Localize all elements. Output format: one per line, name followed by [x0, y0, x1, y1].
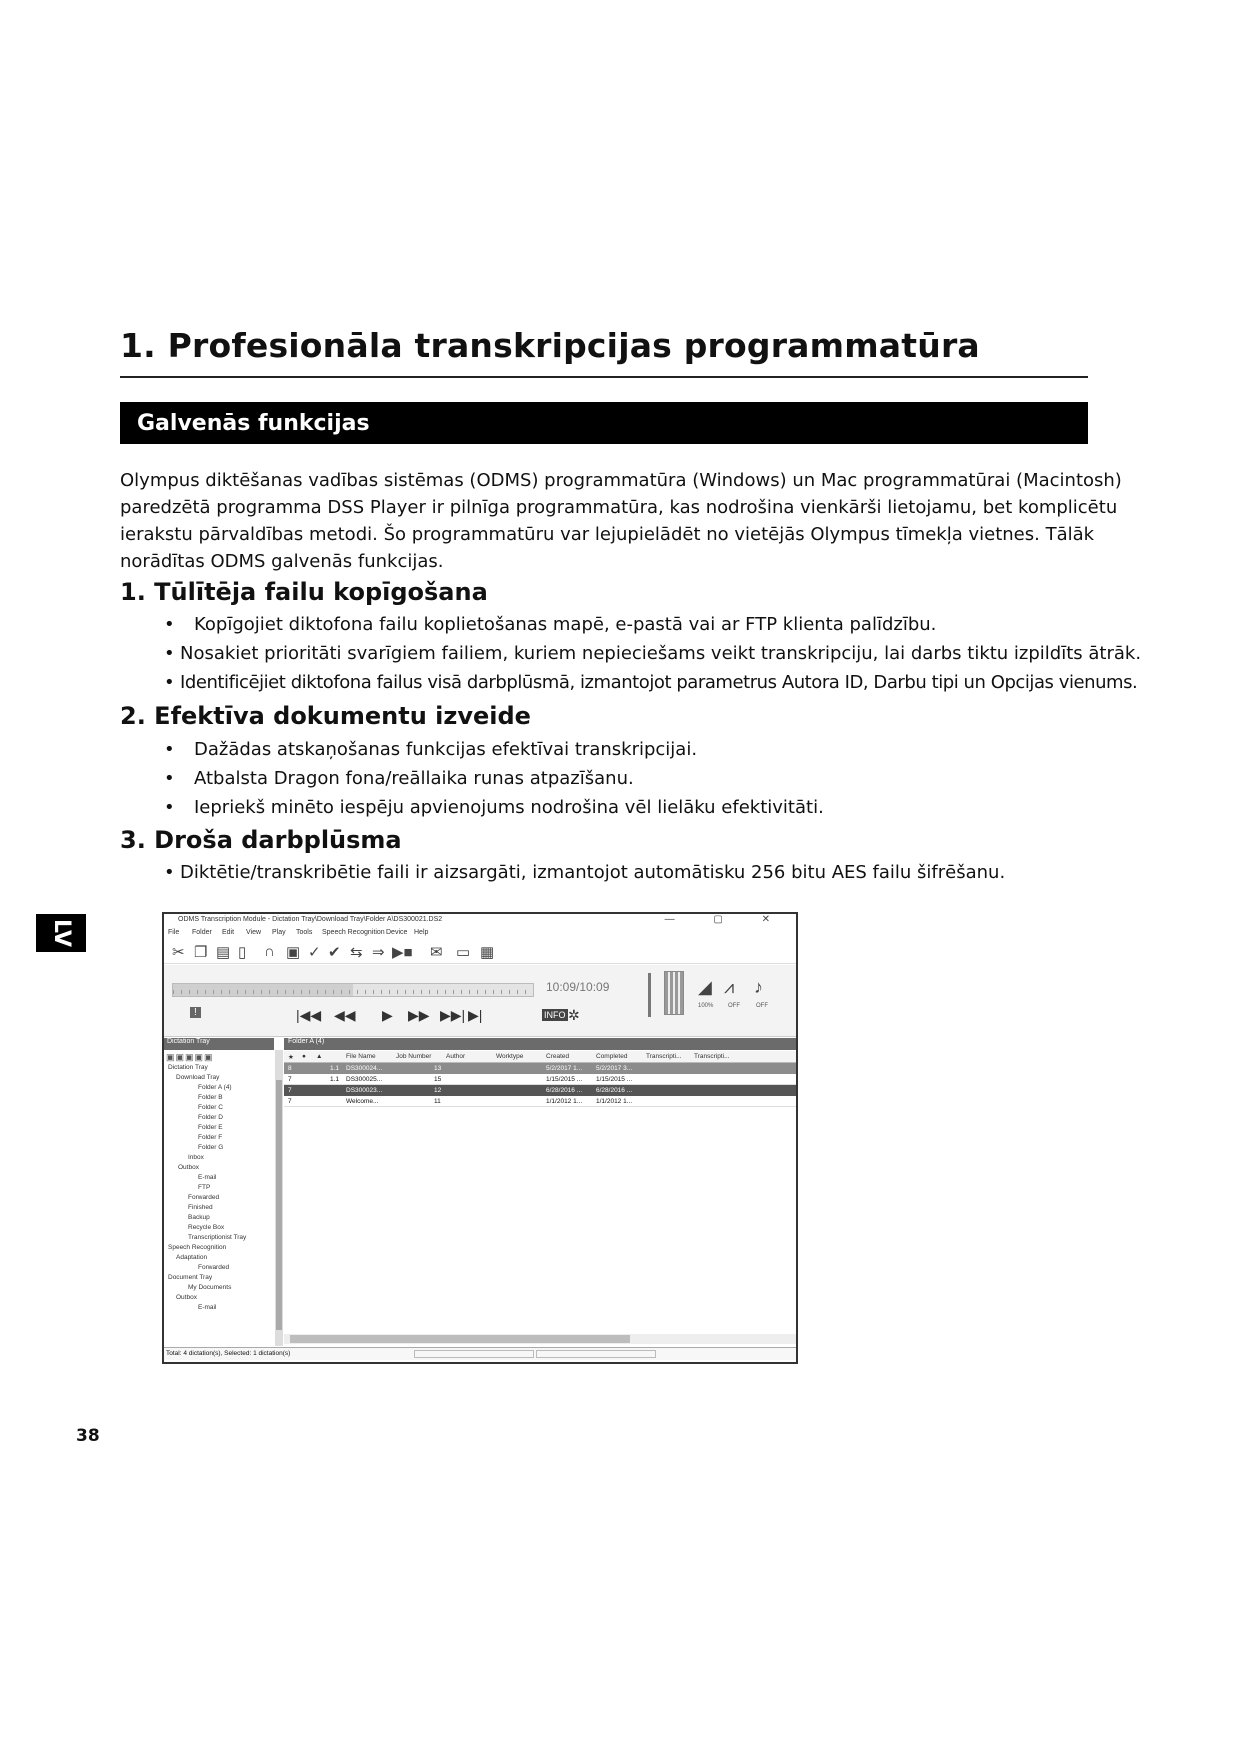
menu-view[interactable]: View [246, 929, 262, 936]
tree-item[interactable]: E-mail [198, 1304, 217, 1311]
tree-item[interactable]: Folder F [198, 1134, 223, 1141]
page-title: 1. Profesionāla transkripcijas programmatūra [120, 326, 980, 365]
bullet-icon: • [164, 862, 175, 883]
scroll-thumb[interactable] [276, 1080, 282, 1330]
paste-icon[interactable]: ▤ [216, 944, 231, 961]
status-text: Total: 4 dictation(s), Selected: 1 dictation(s) [166, 1350, 291, 1357]
list-item-text: Nosakiet prioritāti svarīgiem failiem, kuriem nepieciešams veikt transkripciju, lai darbs tiktu izpildīts ātrāk. [180, 643, 1142, 664]
file-icon[interactable]: ▯ [238, 944, 247, 961]
intro-line: norādītas ODMS galvenās funkcijas. [120, 551, 444, 572]
list-item-text: Diktētie/transkribētie faili ir aizsargāti, izmantojot automātisku 256 bitu AES failu šifrēšanu. [180, 862, 1006, 883]
tone-icon[interactable]: ♪ [754, 977, 763, 997]
tree-item[interactable]: Adaptation [176, 1254, 208, 1261]
row-cell: 1.1 [330, 1076, 340, 1083]
window-titlebar [164, 914, 796, 927]
tree-item[interactable]: Outbox [178, 1164, 199, 1171]
row-cell: 1/15/2015 ... [596, 1076, 633, 1083]
folder-tree [164, 1064, 274, 1344]
level-meter [664, 971, 684, 1015]
section-heading: 1. Tūlītēja failu kopīgošana [120, 578, 488, 606]
column-header[interactable]: Worktype [496, 1053, 524, 1060]
priority-col-icon[interactable]: ● [302, 1053, 306, 1060]
noise-cancel-icon[interactable]: ⩘ [724, 977, 735, 997]
menu-device[interactable]: Device [386, 929, 408, 936]
scroll-thumb[interactable] [290, 1335, 630, 1343]
bullet-icon: • [164, 797, 175, 818]
table-row[interactable] [284, 1063, 798, 1074]
tree-item[interactable]: FTP [198, 1184, 211, 1191]
time-display: 10:09/10:09 [546, 980, 610, 994]
bullet-icon: • [164, 614, 175, 635]
row-cell: 15 [434, 1076, 442, 1083]
section-heading: 2. Efektīva dokumentu izveide [120, 702, 531, 730]
volume-slider[interactable] [648, 973, 651, 1017]
row-cell: 5/2/2017 3... [596, 1065, 633, 1072]
tree-item[interactable]: Recycle Box [188, 1224, 225, 1231]
row-cell: Welcome... [346, 1098, 379, 1105]
tree-item[interactable]: Folder G [198, 1144, 224, 1151]
skip-end-icon[interactable]: ▶▶| [440, 1007, 466, 1023]
table-row[interactable] [284, 1085, 798, 1096]
column-header[interactable]: Transcripti... [646, 1053, 682, 1060]
status-box [536, 1350, 656, 1358]
tree-item[interactable]: Folder A (4) [198, 1084, 232, 1091]
ftp-icon[interactable]: ▭ [456, 944, 471, 961]
transport-panel [164, 965, 798, 1037]
row-cell: 13 [434, 1065, 442, 1072]
play-icon[interactable]: ▶ [382, 1007, 393, 1023]
intro-line: paredzētā programma DSS Player ir pilnīga programmatūra, kas nodrošina vienkārši lietojamu, bet komplicētu [120, 497, 1118, 518]
bullet-icon: • [164, 739, 175, 760]
status-bar [164, 1347, 796, 1360]
document-icon[interactable]: ▣ [286, 944, 301, 961]
window-controls[interactable]: — ▢ ✕ [664, 914, 788, 925]
mail-icon[interactable]: ✉ [430, 944, 443, 961]
odms-screenshot [162, 912, 798, 1364]
page-number: 38 [76, 1426, 100, 1446]
tree-item[interactable]: Inbox [188, 1154, 204, 1161]
tree-item[interactable]: Transcriptionist Tray [188, 1234, 247, 1241]
column-header[interactable]: Created [546, 1053, 570, 1060]
speed-label: 100% [698, 1003, 714, 1009]
title-rule [120, 376, 1088, 378]
row-cell: DS300023... [346, 1087, 383, 1094]
column-header[interactable]: File Name [346, 1053, 376, 1060]
skip-start-icon[interactable]: |◀◀ [296, 1007, 322, 1023]
bullet-icon: • [164, 672, 175, 693]
tree-item[interactable]: Folder B [198, 1094, 223, 1101]
list-item-text: Atbalsta Dragon fona/reāllaika runas atpazīšanu. [194, 768, 634, 789]
list-item-text: Kopīgojiet diktofona failu koplietošanas mapē, e-pastā vai ar FTP klienta palīdzību. [194, 614, 937, 635]
speed-knob-icon[interactable]: ◢ [698, 977, 712, 997]
tree-item[interactable]: My Documents [188, 1284, 232, 1291]
list-item-text: Iepriekš minēto iespēju apvienojums nodrošina vēl lielāku efektivitāti. [194, 797, 824, 818]
tone-label: OFF [756, 1003, 768, 1009]
menu-speech-recognition[interactable]: Speech Recognition [322, 929, 385, 936]
column-header[interactable]: Completed [596, 1053, 628, 1060]
section-bar [120, 402, 1088, 444]
bullet-icon: • [164, 768, 175, 789]
send-icon[interactable]: ⇆ [350, 944, 363, 961]
tree-item[interactable]: Backup [188, 1214, 210, 1221]
tree-item[interactable]: Outbox [176, 1294, 197, 1301]
cut-icon[interactable]: ✂ [172, 944, 185, 961]
tree-item[interactable]: Dictation Tray [168, 1064, 208, 1071]
menu-folder[interactable]: Folder [192, 929, 212, 936]
tree-item[interactable]: Folder C [198, 1104, 223, 1111]
tree-item[interactable]: Folder D [198, 1114, 223, 1121]
priority-icon[interactable]: ! [190, 1007, 201, 1018]
record-icon[interactable]: ▶■ [392, 944, 413, 961]
list-item-text: Identificējiet diktofona failus visā darbplūsmā, izmantojot parametrus Autora ID, Darbu tipi un Opcijas vienums. [180, 672, 1138, 693]
row-cell: DS300025... [346, 1076, 383, 1083]
row-cell: 5/2/2017 1... [546, 1065, 583, 1072]
menu-tools[interactable]: Tools [296, 929, 313, 936]
language-tab [36, 914, 86, 952]
tree-item[interactable]: Download Tray [176, 1074, 220, 1081]
noise-label: OFF [728, 1003, 740, 1009]
tree-item[interactable]: Finished [188, 1204, 213, 1211]
lock-icon[interactable]: ▲ [316, 1053, 323, 1060]
check-all-icon[interactable]: ✔ [328, 944, 341, 961]
timeline-ticks [173, 990, 533, 994]
row-cell: 11 [434, 1098, 441, 1105]
row-cell: 7 [288, 1076, 292, 1083]
row-cell: 8 [288, 1065, 292, 1072]
column-header-row [284, 1051, 798, 1063]
check-icon[interactable]: ✓ [308, 944, 321, 961]
tree-toolbar: ▣▣▣▣▣ [166, 1052, 214, 1062]
list-item-text: Dažādas atskaņošanas funkcijas efektīvai transkripcijai. [194, 739, 698, 760]
menu-help[interactable]: Help [414, 929, 429, 936]
row-cell: DS300024... [346, 1065, 383, 1072]
menu-edit[interactable]: Edit [222, 929, 235, 936]
window-title: ODMS Transcription Module - Dictation Tray\Download Tray\Folder A\DS300021.DS2 [178, 916, 443, 923]
toolbar [164, 940, 796, 964]
list-scrollbar[interactable] [284, 1334, 798, 1344]
column-header[interactable]: Transcripti... [694, 1053, 730, 1060]
tree-item[interactable]: E-mail [198, 1174, 217, 1181]
tree-item[interactable]: Speech Recognition [168, 1244, 227, 1251]
language-tab-label: LV [49, 918, 74, 947]
star-icon[interactable]: ★ [288, 1054, 294, 1061]
tree-item[interactable]: Document Tray [168, 1274, 213, 1281]
row-cell: 1/15/2015 ... [546, 1076, 583, 1083]
status-box [414, 1350, 534, 1358]
row-cell: 7 [288, 1087, 292, 1094]
info-icon[interactable]: INFO [544, 1010, 566, 1020]
row-cell: 1/1/2012 1... [546, 1098, 583, 1105]
menu-bar [164, 928, 796, 940]
menu-file[interactable]: File [168, 929, 180, 936]
rewind-icon[interactable]: ◀◀ [334, 1007, 356, 1023]
column-header[interactable]: Job Number [396, 1053, 432, 1060]
bullet-icon: • [164, 643, 175, 664]
tree-item[interactable]: Forwarded [188, 1194, 220, 1201]
row-cell: 6/28/2016 ... [546, 1087, 583, 1094]
forward-icon[interactable]: ⇒ [372, 944, 385, 961]
tree-header: Dictation Tray [164, 1038, 274, 1050]
device-icon[interactable]: ▦ [480, 944, 495, 961]
section-heading: 3. Droša darbplūsma [120, 826, 402, 854]
section-bar-label: Galvenās funkcijas [137, 411, 370, 436]
tree-scrollbar[interactable] [275, 1050, 283, 1346]
table-row[interactable] [284, 1074, 798, 1085]
intro-paragraph [120, 467, 1122, 575]
menu-play[interactable]: Play [272, 929, 286, 936]
row-cell: 6/28/2016 ... [596, 1087, 633, 1094]
position-slider[interactable] [172, 983, 534, 997]
row-cell: 7 [288, 1098, 292, 1105]
end-icon[interactable]: ▶| [468, 1007, 483, 1023]
tree-item[interactable]: Forwarded [198, 1264, 230, 1271]
copy-icon[interactable]: ❐ [194, 944, 208, 961]
tree-item[interactable]: Folder E [198, 1124, 223, 1131]
settings-gear-icon[interactable]: ✲ [568, 1007, 580, 1023]
row-cell: 1/1/2012 1... [596, 1098, 633, 1105]
headphones-icon[interactable]: ∩ [264, 943, 275, 960]
column-header[interactable]: Author [446, 1053, 466, 1060]
row-cell: 12 [434, 1087, 442, 1094]
fast-forward-icon[interactable]: ▶▶ [408, 1007, 430, 1023]
intro-line: ierakstu pārvaldības metodi. Šo programmatūru var lejupielādēt no vietējās Olympus tīmekļa vietnes. Tālāk [120, 524, 1095, 545]
row-cell: 1.1 [330, 1065, 340, 1072]
table-row[interactable] [284, 1096, 798, 1107]
intro-line: Olympus diktēšanas vadības sistēmas (ODMS) programmatūra (Windows) un Mac programmatūrai (Macintosh) [120, 470, 1122, 491]
list-header: Folder A (4) [284, 1038, 798, 1050]
